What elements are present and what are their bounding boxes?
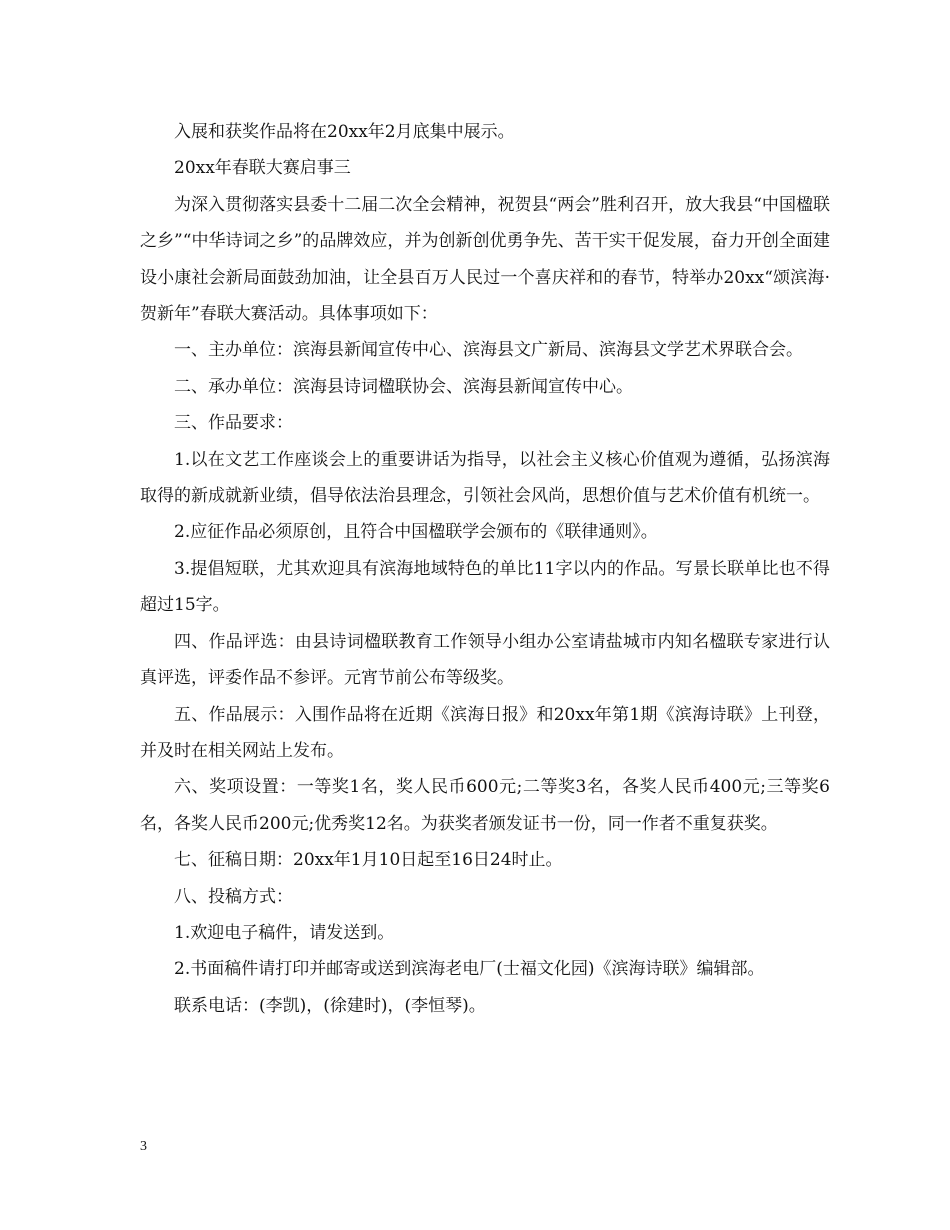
paragraph-requirement-1: 1.以在文艺工作座谈会上的重要讲话为指导，以社会主义核心价值观为遵循，弘扬滨海取得的新成就新业绩，倡导依法治县理念，引领社会风尚，思想价值与艺术价值有机统一。 — [140, 449, 830, 507]
paragraph-exhibition-note: 入展和获奖作品将在20xx年2月底集中展示。 — [174, 122, 515, 142]
paragraph-organizer: 一、主办单位：滨海县新闻宣传中心、滨海县文广新局、滨海县文学艺术界联合会。 — [174, 340, 803, 361]
paragraph-requirements-heading: 三、作品要求： — [174, 413, 293, 434]
document-body — [140, 114, 830, 1024]
paragraph-requirement-3: 3.提倡短联，尤其欢迎具有滨海地域特色的单比11字以内的作品。写景长联单比也不得超过15字。 — [140, 558, 830, 616]
paragraph-co-organizer: 二、承办单位：滨海县诗词楹联协会、滨海县新闻宣传中心。 — [174, 376, 633, 397]
paragraph-section-title: 20xx年春联大赛启事三 — [174, 158, 351, 179]
paragraph-intro: 为深入贯彻落实县委十二届二次全会精神，祝贺县“两会”胜利召开，放大我县“中国楹联之乡”“中华诗词之乡”的品牌效应，并为创新创优勇争先、苦干实干促发展，奋力开创全面建设小康社会新局面鼓劲加油，让全县百万人民过一个喜庆祥和的春节，特举办20xx“颂滨海·贺新年”春联大赛活动。具体事项如下： — [140, 194, 830, 325]
paragraph-contact: 联系电话：(李凯)，(徐建时)，(李恒琴)。 — [174, 995, 486, 1016]
paragraph-evaluation: 四、作品评选：由县诗词楹联教育工作领导小组办公室请盐城市内知名楹联专家进行认真评选，评委作品不参评。元宵节前公布等级奖。 — [140, 631, 830, 689]
paragraph-submission-dates: 七、征稿日期：20xx年1月10日起至16日24时止。 — [174, 850, 563, 871]
page-number: 3 — [140, 1139, 147, 1154]
paragraph-submission-electronic: 1.欢迎电子稿件，请发送到。 — [174, 922, 395, 943]
paragraph-exhibition: 五、作品展示：入围作品将在近期《滨海日报》和20xx年第1期《滨海诗联》上刊登，并及时在相关网站上发布。 — [140, 704, 830, 761]
paragraph-submission-heading: 八、投稿方式： — [174, 886, 293, 907]
paragraph-submission-paper: 2.书面稿件请打印并邮寄或送到滨海老电厂(士福文化园)《滨海诗联》编辑部。 — [174, 959, 765, 980]
paragraph-awards: 六、奖项设置：一等奖1名，奖人民币600元;二等奖3名，各奖人民币400元;三等奖6名，各奖人民币200元;优秀奖12名。为获奖者颁发证书一份，同一作者不重复获奖。 — [140, 777, 830, 834]
paragraph-requirement-2: 2.应征作品必须原创，且符合中国楹联学会颁布的《联律通则》。 — [174, 522, 658, 543]
